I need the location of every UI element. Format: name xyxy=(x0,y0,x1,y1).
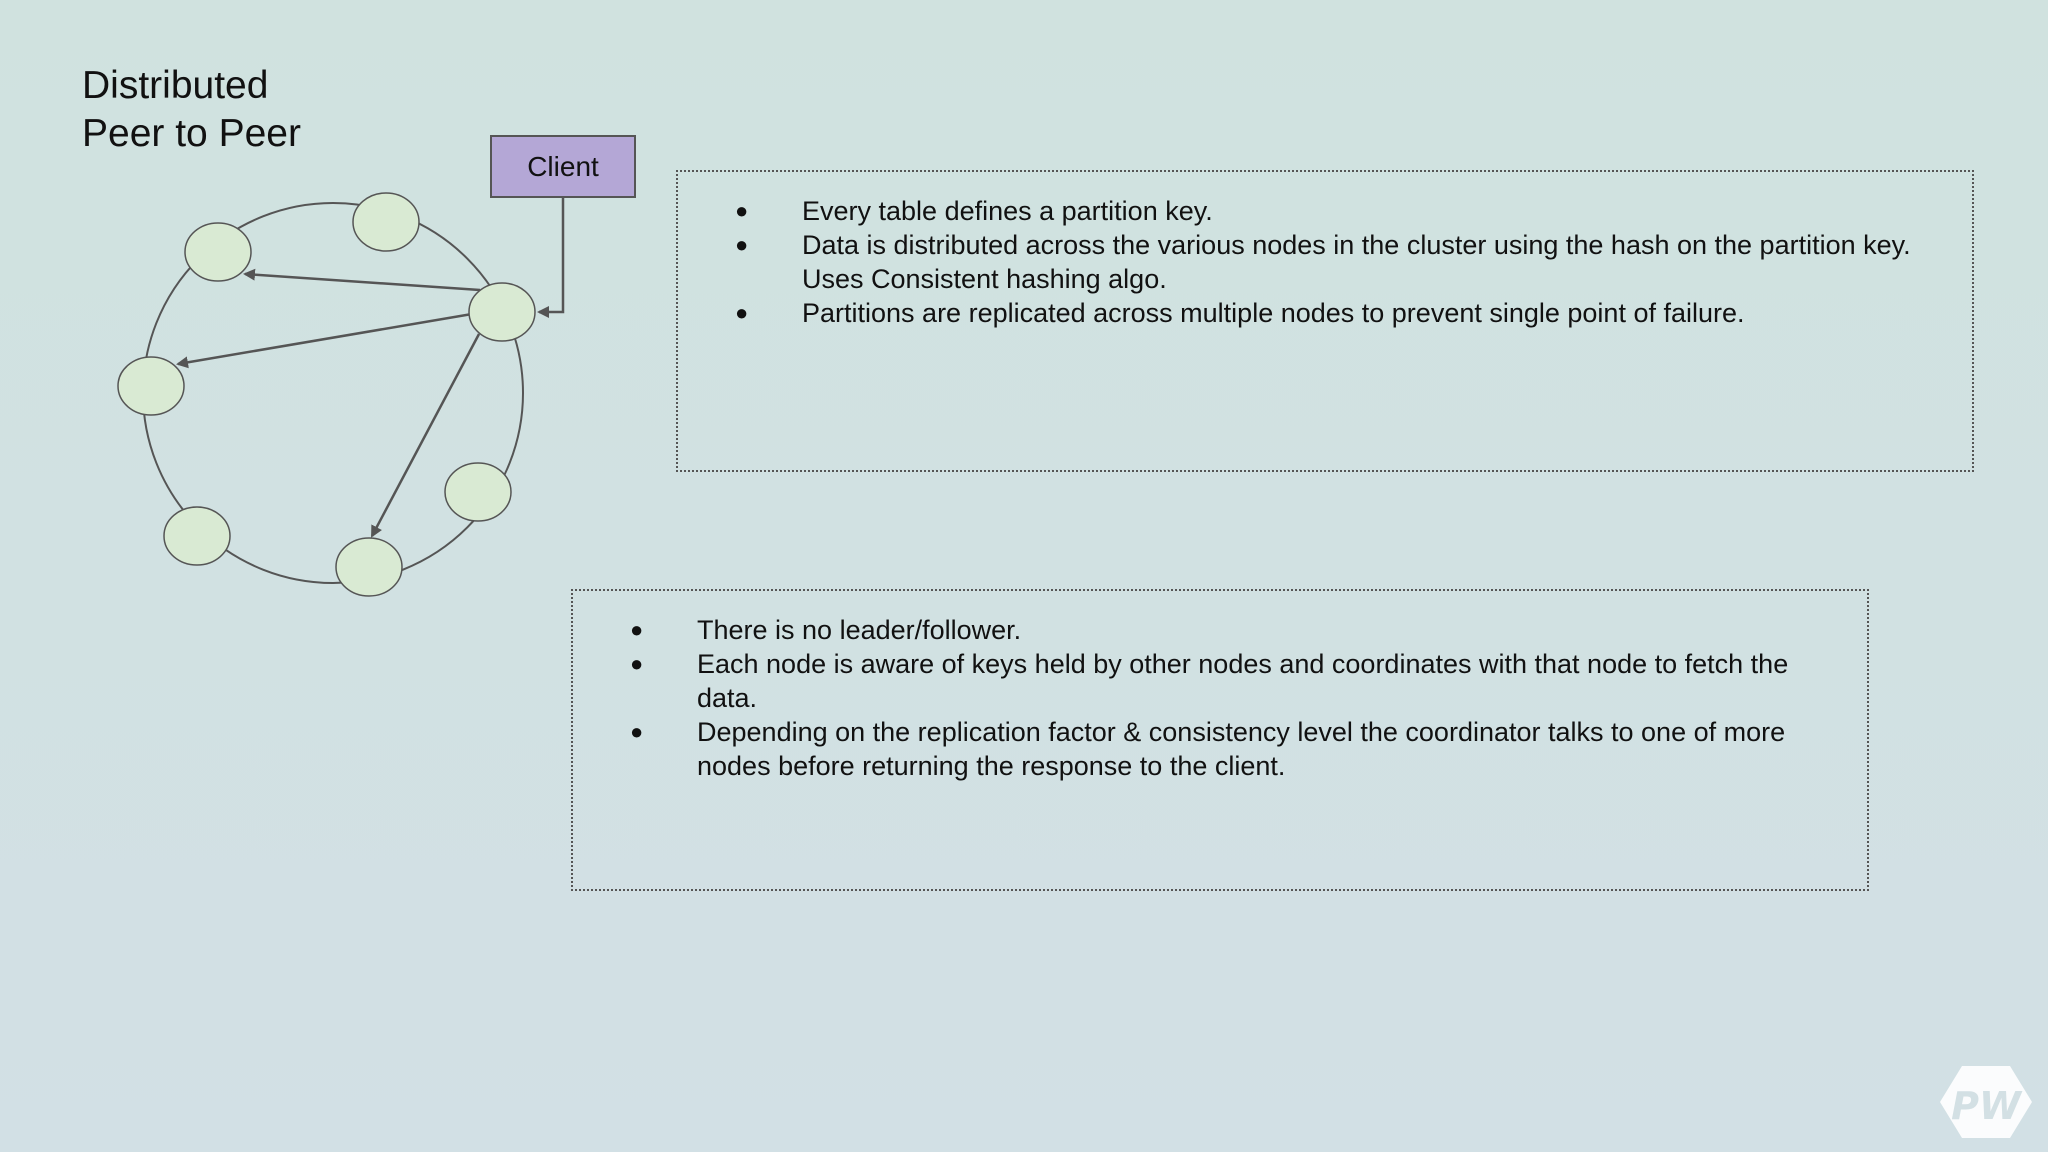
coordinator-node xyxy=(469,283,535,341)
ring-node xyxy=(118,357,184,415)
partition-bullet-list xyxy=(678,194,1912,330)
client-label: Client xyxy=(527,151,599,182)
title-line-1: Distributed xyxy=(82,64,269,107)
title-line-2: Peer to Peer xyxy=(82,112,301,155)
coordinator-arrow-2 xyxy=(178,314,472,364)
pw-logo-icon xyxy=(1938,1062,2034,1142)
ring-node xyxy=(185,223,251,281)
partition-info-box xyxy=(676,170,1974,472)
pw-logo-text: PW xyxy=(1951,1084,2021,1128)
bullet-consistency-level: ● Depending on the replication factor & consistency level the coordinator talks to one of more nodes before returning the response to the client. xyxy=(573,715,1837,783)
ring-node xyxy=(336,538,402,596)
ring-node xyxy=(445,463,511,521)
coordination-bullet-list xyxy=(573,613,1837,783)
coordination-info-box xyxy=(571,589,1869,891)
ring-node xyxy=(353,193,419,251)
bullet-partition-key: ● Every table defines a partition key. xyxy=(678,194,1912,228)
bullet-hash-distribution: ● Data is distributed across the various nodes in the cluster using the hash on the partition key. Uses Consistent hashing algo. xyxy=(678,228,1912,296)
client-to-coordinator-arrow xyxy=(539,198,563,312)
bullet-key-awareness: ● Each node is aware of keys held by other nodes and coordinates with that node to fetch the data. xyxy=(573,647,1837,715)
bullet-no-leader: ● There is no leader/follower. xyxy=(573,613,1837,647)
ring-node xyxy=(164,507,230,565)
coordinator-arrow-1 xyxy=(245,274,480,290)
bullet-replication: ● Partitions are replicated across multiple nodes to prevent single point of failure. xyxy=(678,296,1912,330)
